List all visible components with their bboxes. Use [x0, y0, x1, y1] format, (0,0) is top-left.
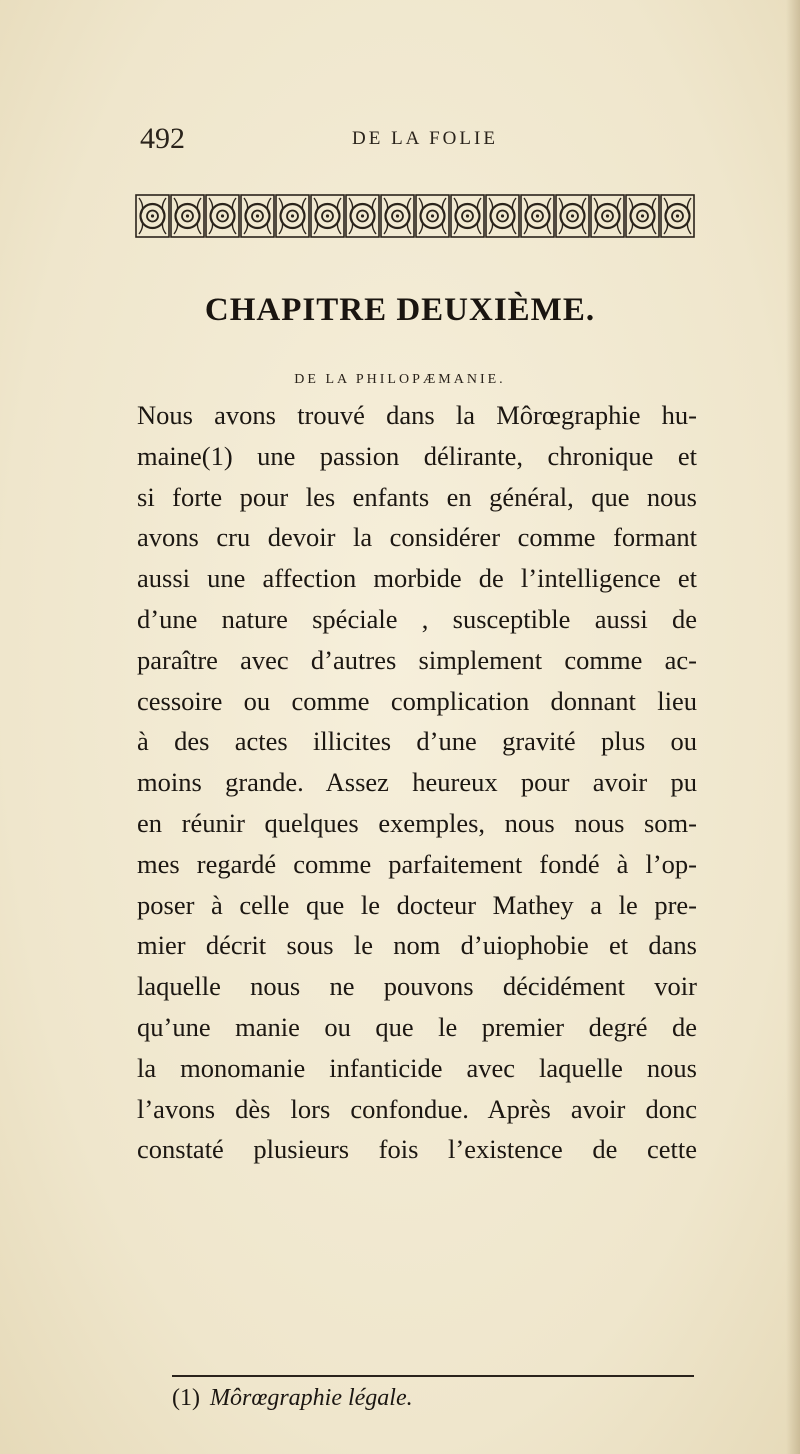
footnote [172, 1385, 413, 1412]
body-line: à des actes illicites d’une gravité plus ou [137, 726, 697, 757]
body-line: l’avons dès lors confondue. Après avoir donc [137, 1093, 697, 1124]
body-line: paraître avec d’autres simplement comme ac- [137, 644, 697, 675]
body-line: si forte pour les enfants en général, que nous [137, 481, 697, 512]
running-head: DE LA FOLIE [352, 128, 498, 149]
body-line: laquelle nous ne pouvons décidément voir [137, 971, 697, 1002]
chapter-subtitle: DE LA PHILOPÆMANIE. [294, 372, 506, 387]
body-line: aussi une affection morbide de l’intelligence et [137, 563, 697, 594]
page-number: 492 [140, 122, 185, 155]
page-edge-shadow [786, 0, 800, 1454]
body-line: en réunir quelques exemples, nous nous som- [137, 807, 697, 838]
body-line: constaté plusieurs fois l’existence de cette [137, 1134, 697, 1165]
ornamental-band-icon [135, 192, 695, 240]
body-line: Nous avons trouvé dans la Môrœgraphie hu- [137, 400, 697, 430]
body-line: moins grande. Assez heureux pour avoir pu [137, 767, 697, 798]
body-line: la monomanie infanticide avec laquelle nous [137, 1052, 697, 1083]
chapter-title: CHAPITRE DEUXIÈME. [204, 292, 596, 328]
body-line: mier décrit sous le nom d’uiophobie et dans [137, 930, 697, 961]
footnote-text: Môrœgraphie légale. [209, 1385, 413, 1411]
page-header [140, 122, 700, 166]
body-line: d’une nature spéciale , susceptible aussi de [137, 603, 697, 634]
body-line: mes regardé comme parfaitement fondé à l’op- [137, 848, 697, 879]
body-line: cessoire ou comme complication donnant lieu [137, 685, 697, 716]
footnote-marker: (1) [172, 1385, 200, 1411]
body-line: poser à celle que le docteur Mathey a le pre- [137, 889, 697, 920]
body-text [137, 395, 697, 1170]
footnote-rule [172, 1375, 694, 1377]
body-line: qu’une manie ou que le premier degré de [137, 1011, 697, 1042]
body-line: maine(1) une passion délirante, chronique et [137, 440, 697, 471]
body-line: avons cru devoir la considérer comme formant [137, 522, 697, 553]
